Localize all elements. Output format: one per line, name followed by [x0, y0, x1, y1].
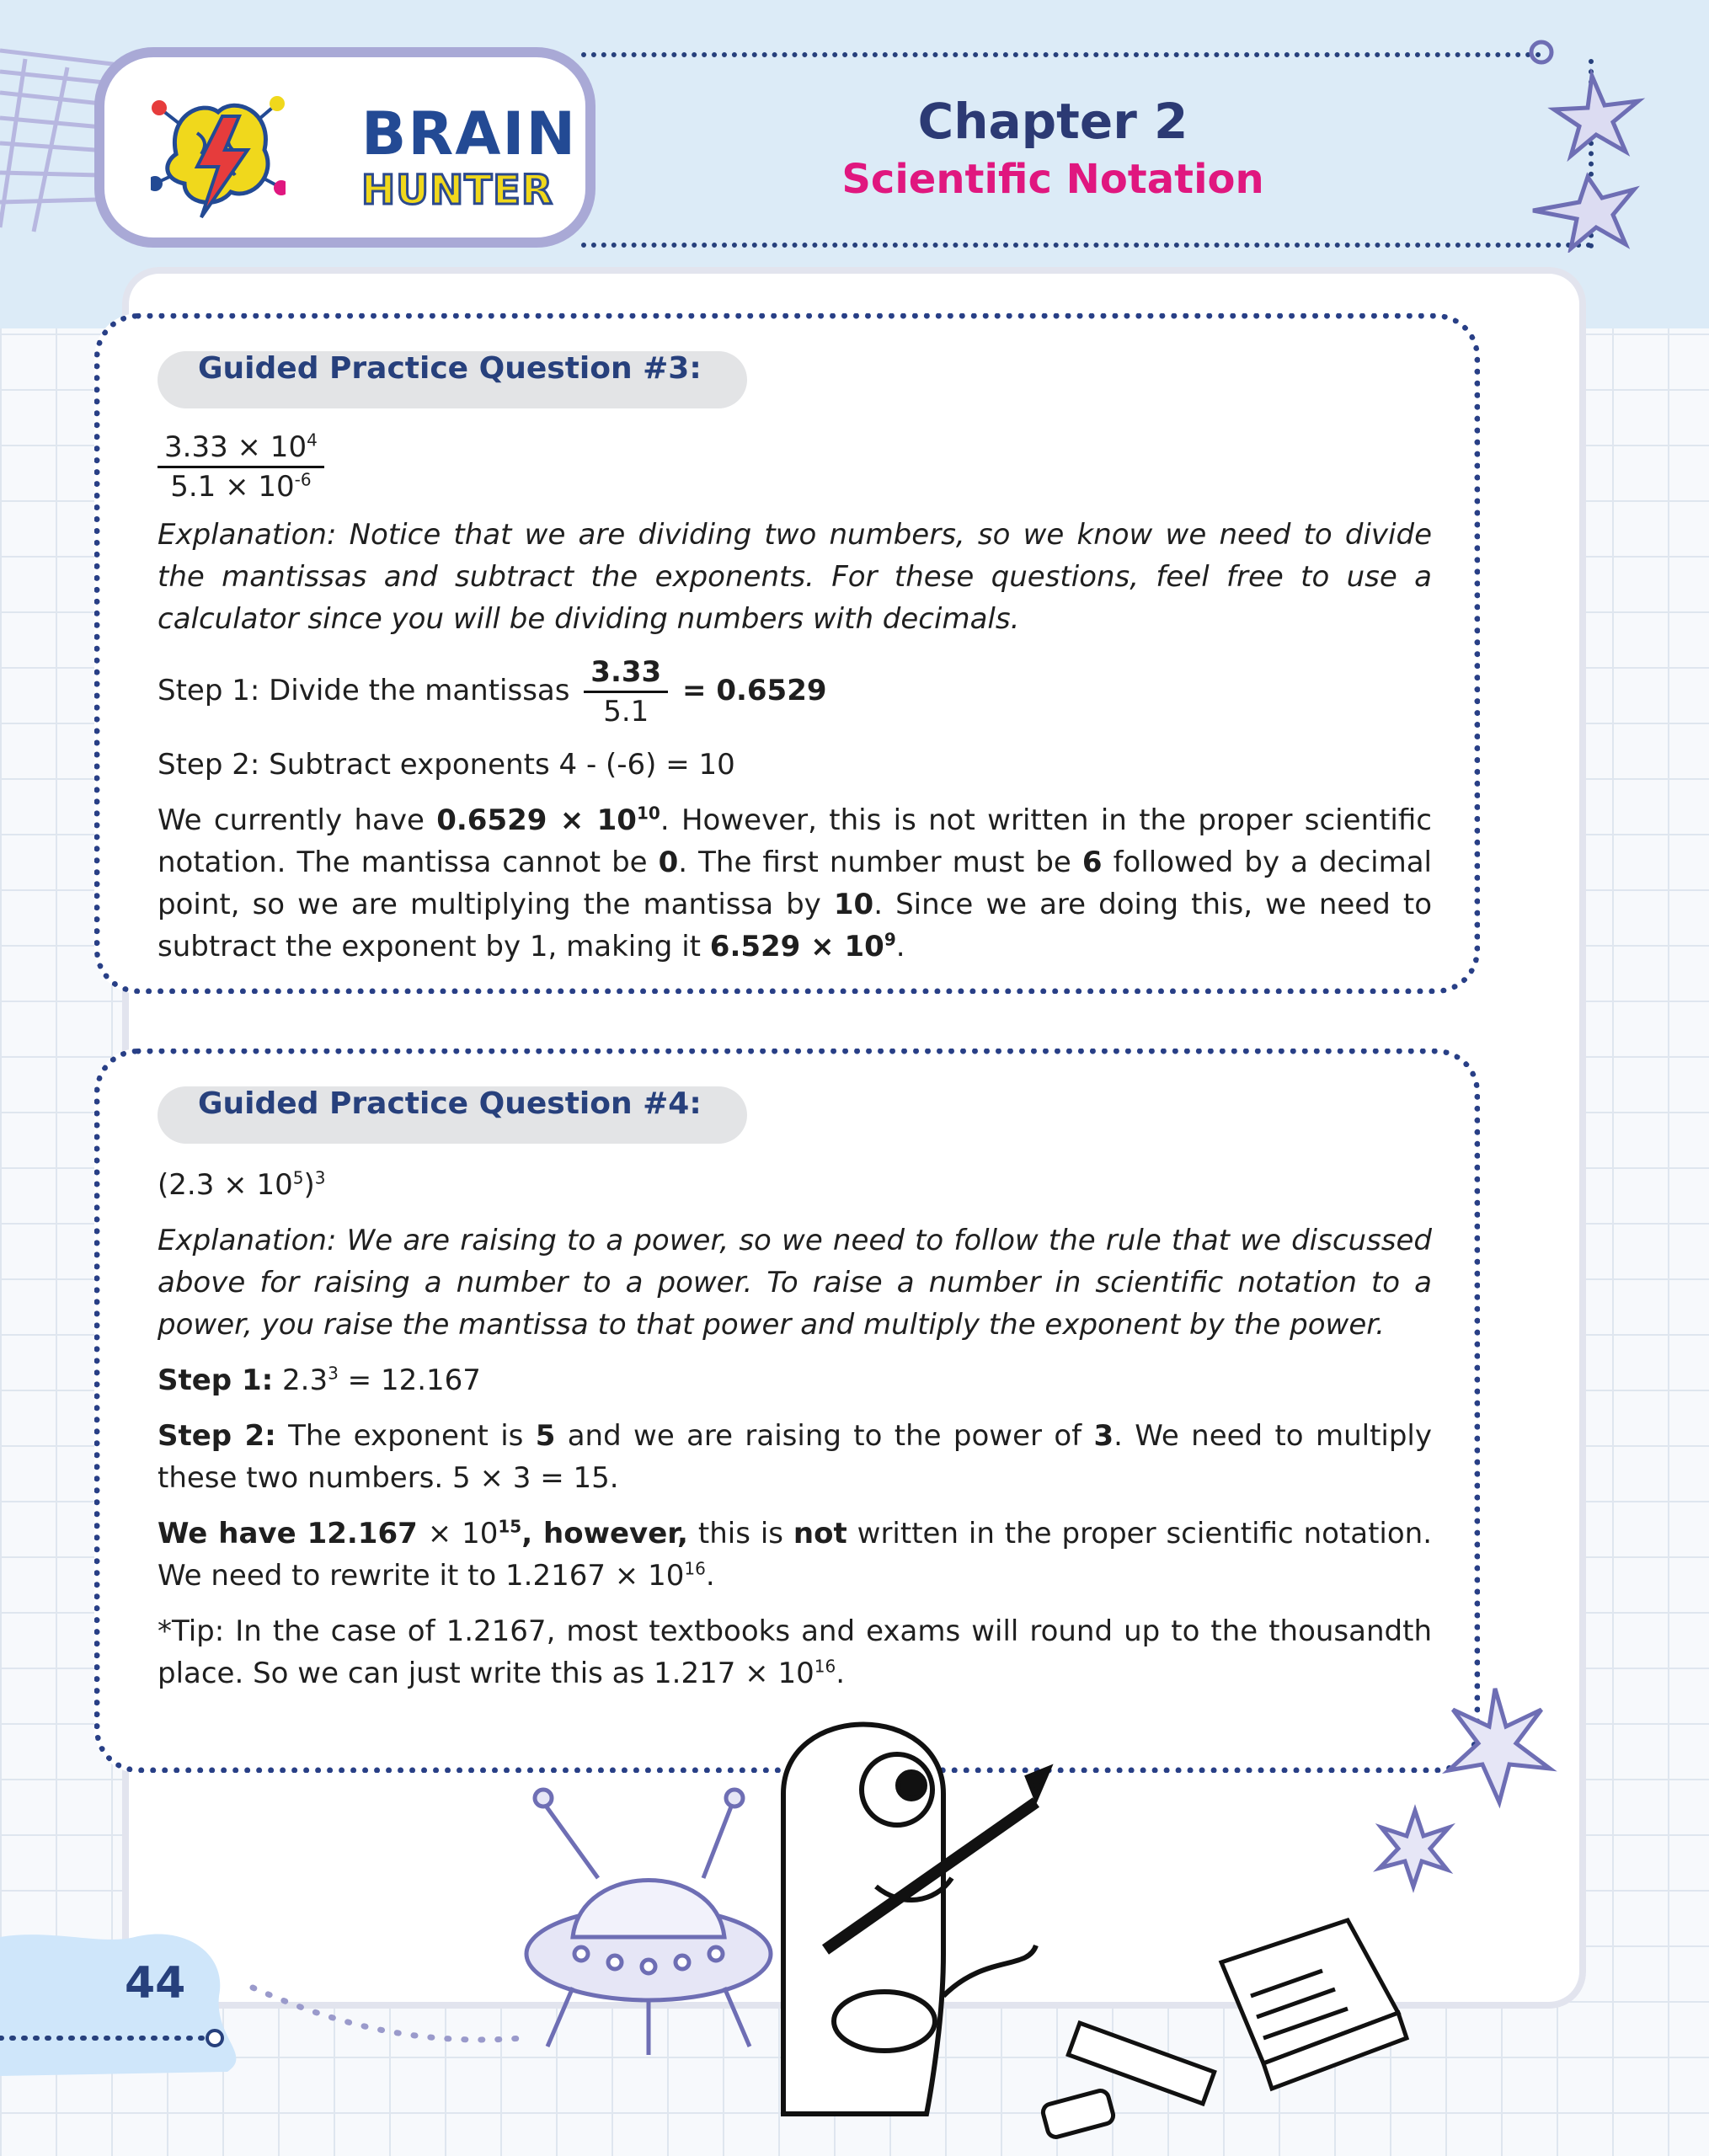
star-doodles-decoration [1508, 34, 1676, 253]
ufo-doodle [526, 1790, 771, 2055]
conclusion-value-e: $6.529 \times 10^9$ [709, 929, 896, 963]
problem-outer-exponent: 3 [314, 1167, 326, 1188]
bottom-illustration [202, 1676, 1709, 2156]
question-3-box [94, 313, 1480, 994]
header-dotted-border [581, 52, 1541, 57]
conclusion-value-b: 0 [658, 846, 679, 879]
question-3-body [158, 429, 1432, 981]
result-text-c: . [705, 1559, 715, 1593]
result-text-a: this is [697, 1517, 783, 1550]
question-4-label: Guided Practice Question #4: [158, 1086, 747, 1144]
logo-hunter-word: HUNTER [361, 167, 553, 214]
conclusion-text-f: . [895, 930, 905, 963]
tip-text-end: . [836, 1657, 846, 1690]
question-3-explanation: Explanation: Notice that we are dividing two numbers, so we know we need to divide the mantissas and subtract the exponents. For these questions, feel free to use a calculator since you will be dividing numbers with decimals. [158, 518, 1432, 636]
question-4-explanation: Explanation: We are raising to a power, so we need to follow the rule that we discussed above for raising a number to a power. To raise a number in scientific notation to a power, you raise the mantissa to that power and multiply the exponent by the power. [158, 1224, 1432, 1342]
conclusion-value-a: $0.6529 \times 10^{10}$ [436, 803, 660, 837]
step-2-text-c: . We need to multiply these two numbers. [158, 1419, 1432, 1495]
brain-lightning-icon [151, 83, 286, 226]
problem-close-paren: ) [303, 1168, 315, 1202]
result-power-base: × 10 [427, 1517, 499, 1550]
question-3-label: Guided Practice Question #3: [158, 351, 747, 408]
result-exponent-2: 16 [684, 1558, 706, 1579]
ruler-doodle [1041, 2023, 1215, 2139]
step-2-label: Step 2: [158, 1419, 276, 1453]
step-1-denominator: 5.1 [603, 695, 649, 728]
step-2-number-a: 5 [535, 1419, 556, 1453]
step-2-text-d: 5 × 3 = 15. [452, 1461, 619, 1495]
question-4-box [94, 1049, 1480, 1773]
problem-numerator: 3.33 × 10 [164, 430, 307, 464]
question-3-step-1 [158, 654, 1432, 730]
page-number: 44 [125, 1958, 186, 2009]
question-3-conclusion [158, 799, 1432, 968]
result-bold-b: , however, [521, 1517, 688, 1550]
step-1-label: Step 1: [158, 1364, 274, 1397]
conclusion-text-c: . The first number must be [678, 846, 1071, 879]
step-1-numerator: 3.33 [584, 654, 668, 693]
problem-base: (2.3 × 10 [158, 1168, 293, 1202]
star-doodle-right [1380, 1689, 1550, 1886]
conclusion-value-c: 6 [1081, 846, 1103, 879]
step-1-base: 2.3 [282, 1364, 328, 1397]
problem-inner-exponent: 5 [292, 1167, 304, 1188]
question-4-step-2 [158, 1415, 1432, 1499]
result-exponent: 15 [498, 1516, 522, 1537]
chapter-subtitle: Scientific Notation [841, 156, 1264, 203]
result-not: not [793, 1517, 847, 1550]
question-4-step-1 [158, 1359, 1432, 1401]
step-1-exponent: 3 [328, 1363, 339, 1384]
chapter-title: Chapter 2 [917, 93, 1188, 150]
step-2-text-a: The exponent is [288, 1419, 524, 1453]
question-3-problem-fraction [158, 429, 324, 505]
book-doodle [1221, 1920, 1407, 2089]
step-1-result: = 12.167 [347, 1364, 481, 1397]
question-3-step-2: Step 2: Subtract exponents 4 - (-6) = 10 [158, 748, 735, 782]
result-text-b: written in the proper scientific notation. We need to rewrite it to 1.2167 × 10 [158, 1517, 1433, 1593]
step-1-fraction [584, 654, 668, 730]
conclusion-text-d: followed by a decimal point, so we are multiplying the mantissa by [158, 846, 1432, 921]
step-1-text: Step 1: Divide the mantissas [158, 674, 570, 707]
problem-denominator-exponent: -6 [294, 469, 312, 490]
step-2-number-b: 3 [1093, 1419, 1114, 1453]
conclusion-text-a: We currently have [158, 803, 425, 837]
tip-exponent: 16 [814, 1656, 836, 1677]
step-1-result: = 0.6529 [682, 674, 827, 707]
result-bold-a: We have 12.167 [158, 1517, 418, 1550]
question-4-body [158, 1164, 1432, 1708]
logo-brain-word: BRAIN [361, 99, 578, 168]
question-4-problem [158, 1164, 1432, 1206]
conclusion-text-e: . Since we are doing this, we need to subtract the exponent by 1, making it [158, 888, 1432, 963]
conclusion-text-b: . However, this is not written in the proper scientific notation. The mantissa cannot be [158, 803, 1432, 879]
conclusion-value-d: 10 [833, 888, 874, 921]
problem-numerator-exponent: 4 [307, 430, 318, 451]
question-4-result [158, 1513, 1432, 1597]
brain-hunter-logo [94, 47, 595, 248]
step-2-text-b: and we are raising to the power of [567, 1419, 1082, 1453]
problem-denominator: 5.1 × 10 [170, 470, 295, 504]
tip-text: *Tip: In the case of 1.2167, most textbooks and exams will round up to the thousandth place. So we can just write this as 1.217 × 10 [158, 1614, 1432, 1690]
monster-doodle [783, 1725, 1049, 2115]
header-dotted-border-bottom [581, 243, 1592, 248]
